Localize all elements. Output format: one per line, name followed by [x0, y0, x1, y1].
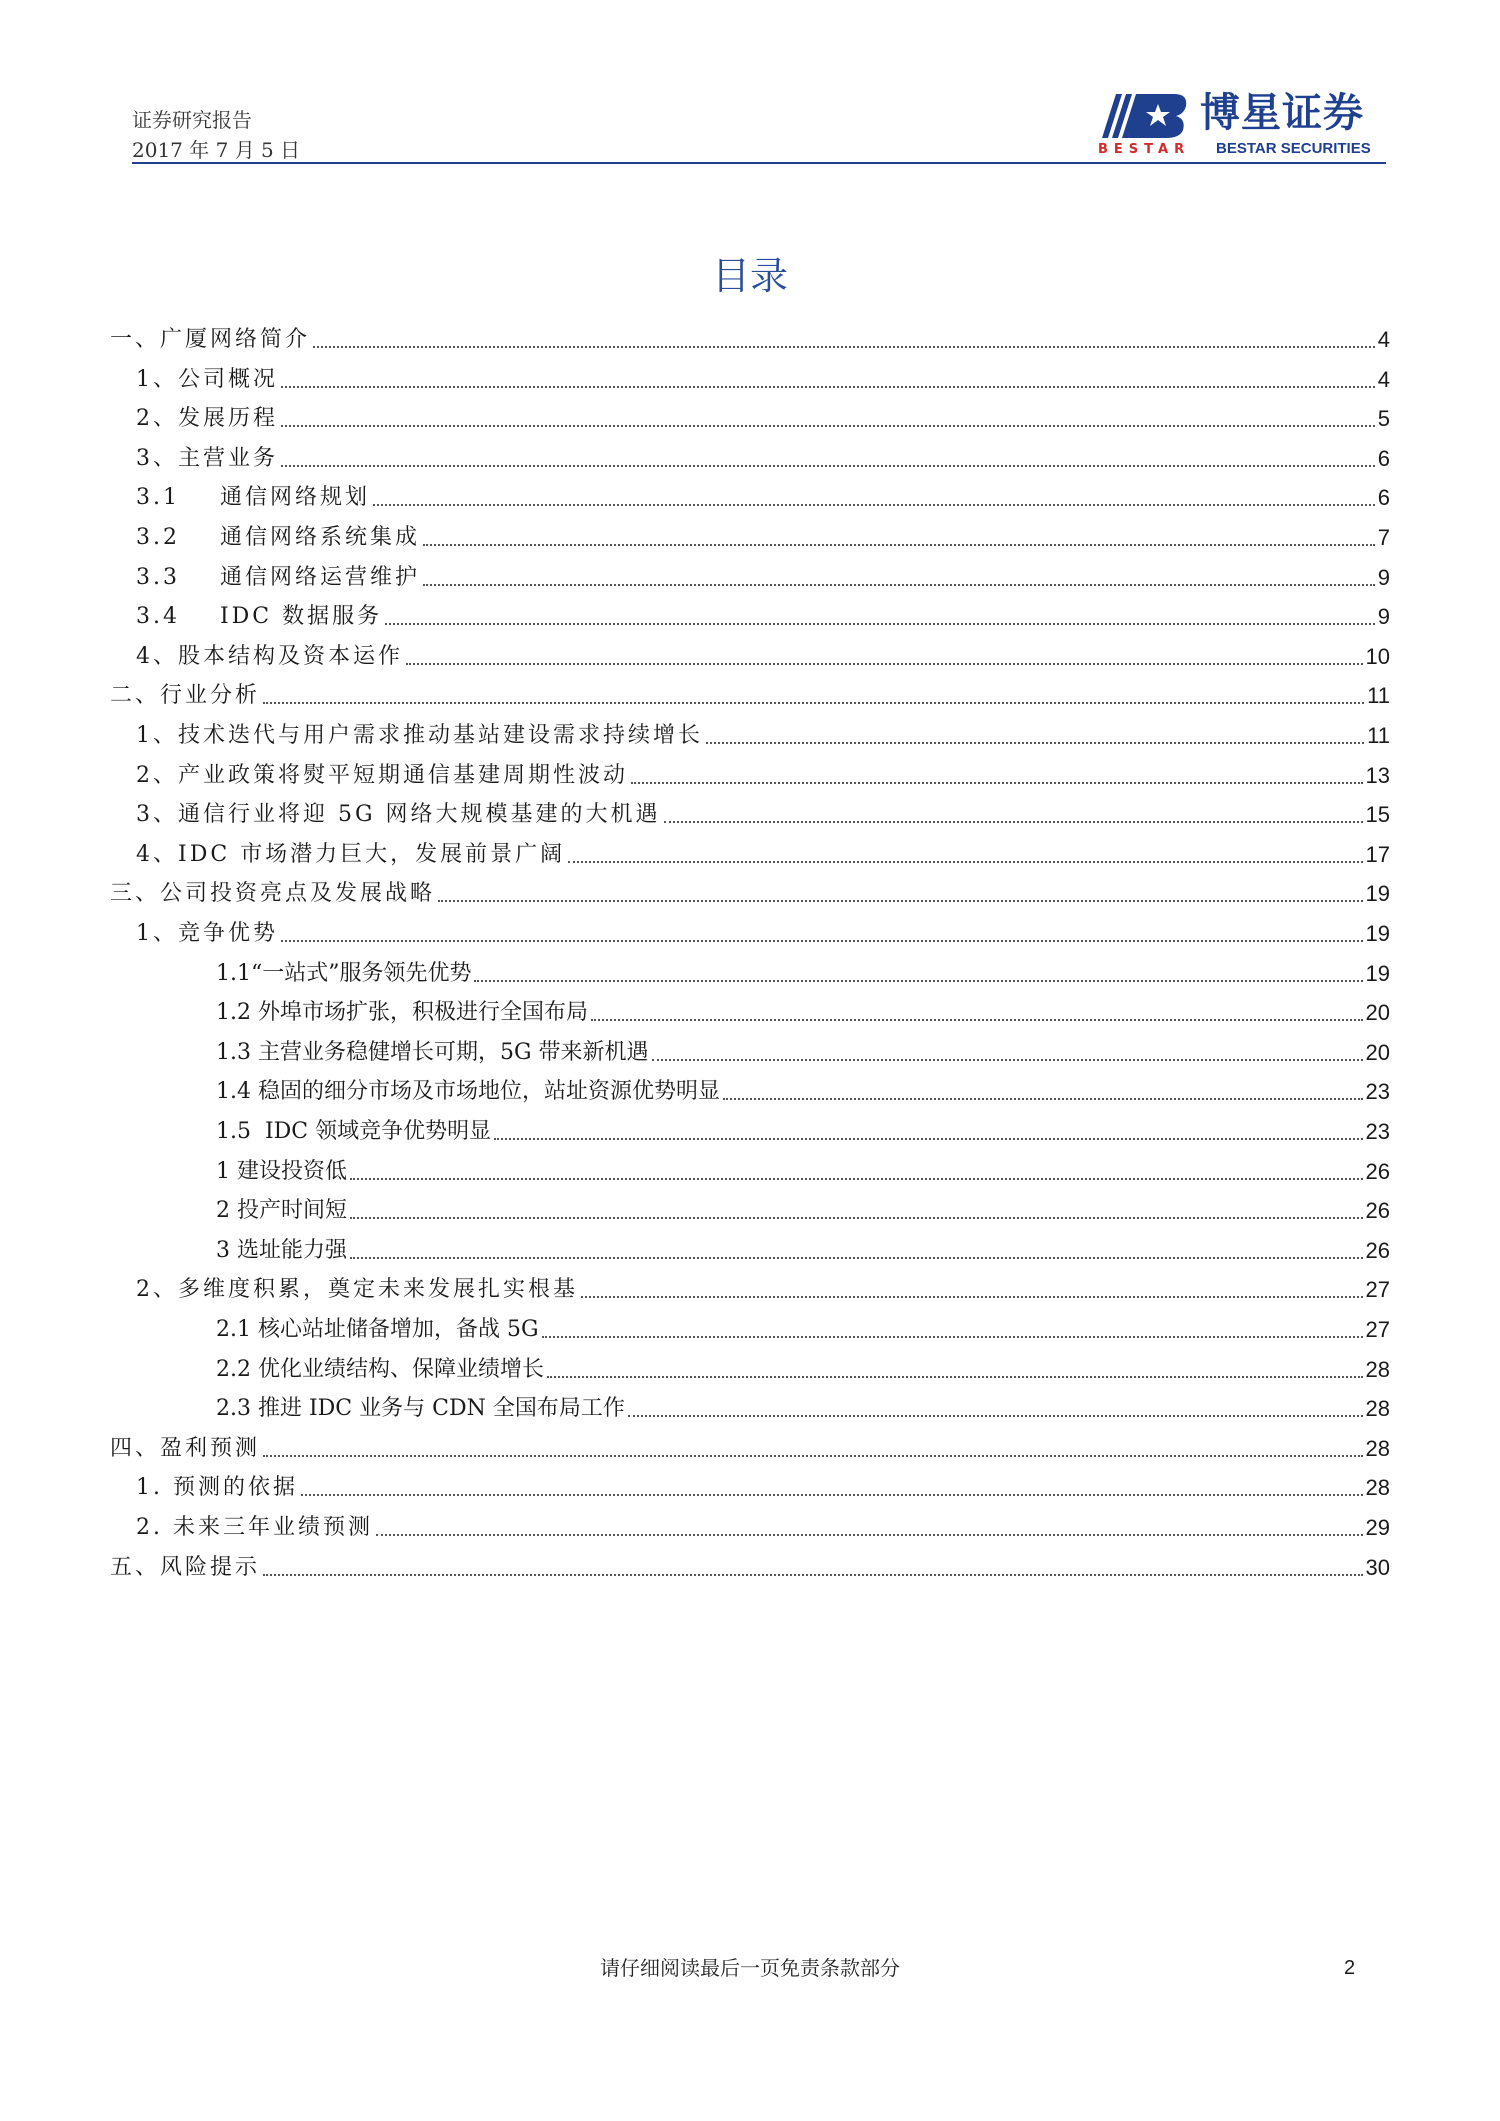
toc-entry-label: 2、产业政策将熨平短期通信基建周期性波动	[136, 763, 628, 788]
toc-entry-page: 11	[1367, 683, 1390, 708]
toc-entry[interactable]	[216, 1235, 1390, 1265]
toc-entry-label: 四、盈利预测	[110, 1436, 261, 1461]
toc-entry[interactable]	[110, 1433, 1390, 1463]
toc-entry-label: 1.5 IDC 领域竞争优势明显	[216, 1119, 492, 1144]
toc-entry[interactable]	[136, 799, 1390, 829]
report-date: 2017 年 7 月 5 日	[132, 138, 301, 162]
toc-entry-page: 6	[1377, 485, 1390, 510]
bestar-logo-icon	[1096, 86, 1192, 146]
toc-entry[interactable]	[136, 403, 1390, 433]
toc-entry-page: 9	[1377, 565, 1390, 590]
toc-entry-page: 11	[1367, 723, 1390, 748]
toc-entry-label: 3.1 通信网络规划	[136, 485, 370, 510]
toc-entry[interactable]	[136, 482, 1390, 512]
toc-leader-dots	[547, 1376, 1363, 1378]
toc-entry-label: 3 选址能力强	[216, 1238, 347, 1263]
toc-entry[interactable]	[136, 601, 1390, 631]
toc-entry-label: 3.3 通信网络运营维护	[136, 565, 420, 590]
toc-entry[interactable]	[216, 1393, 1390, 1423]
toc-leader-dots	[474, 980, 1362, 982]
toc-entry-page: 20	[1365, 1040, 1390, 1065]
toc-entry-page: 28	[1365, 1436, 1390, 1461]
toc-entry-page: 30	[1365, 1555, 1390, 1580]
toc-leader-dots	[652, 1059, 1363, 1061]
toc-entry-label: 2 投产时间短	[216, 1198, 347, 1223]
toc-entry[interactable]	[110, 878, 1390, 908]
logo-en-full: BESTAR SECURITIES	[1216, 140, 1371, 157]
toc-entry-label: 1.3 主营业务稳健增长可期，5G 带来新机遇	[216, 1040, 649, 1065]
toc-entry-label: 1、技术迭代与用户需求推动基站建设需求持续增长	[136, 723, 703, 748]
toc-leader-dots	[631, 782, 1363, 784]
page-number: 2	[1344, 1957, 1356, 1979]
toc-entry[interactable]	[136, 1472, 1390, 1502]
toc-leader-dots	[406, 663, 1363, 665]
toc-entry-page: 13	[1365, 763, 1390, 788]
toc-entry-label: 1. 预测的依据	[136, 1475, 298, 1500]
toc-entry-label: 1.2 外埠市场扩张，积极进行全国布局	[216, 1000, 588, 1025]
toc-entry[interactable]	[136, 522, 1390, 552]
toc-entry[interactable]	[136, 562, 1390, 592]
toc-entry-page: 26	[1365, 1159, 1390, 1184]
report-type: 证券研究报告	[132, 108, 252, 132]
toc-entry-page: 7	[1377, 525, 1390, 550]
toc-entry-label: 2.3 推进 IDC 业务与 CDN 全国布局工作	[216, 1396, 625, 1421]
toc-entry[interactable]	[136, 364, 1390, 394]
footer-disclaimer: 请仔细阅读最后一页免责条款部分	[600, 1956, 900, 1980]
toc-entry-page: 17	[1365, 842, 1390, 867]
toc-leader-dots	[581, 1296, 1363, 1298]
toc-entry[interactable]	[136, 641, 1390, 671]
toc-leader-dots	[664, 821, 1363, 823]
toc-leader-dots	[350, 1178, 1363, 1180]
toc-leader-dots	[350, 1257, 1363, 1259]
toc-leader-dots	[313, 346, 1375, 348]
toc-entry[interactable]	[136, 918, 1390, 948]
toc-entry-label: 二、行业分析	[110, 683, 261, 708]
toc-entry[interactable]	[216, 1116, 1390, 1146]
toc-entry-page: 19	[1365, 921, 1390, 946]
toc-entry-label: 1、竞争优势	[136, 921, 278, 946]
toc-leader-dots	[494, 1138, 1362, 1140]
toc-leader-dots	[350, 1217, 1363, 1219]
toc-entry-page: 29	[1365, 1515, 1390, 1540]
toc-entry-label: 1、公司概况	[136, 367, 278, 392]
toc-leader-dots	[281, 465, 1375, 467]
toc-entry-page: 23	[1365, 1079, 1390, 1104]
toc-entry[interactable]	[216, 1314, 1390, 1344]
toc-entry[interactable]	[216, 1195, 1390, 1225]
toc-leader-dots	[706, 742, 1364, 744]
logo-en-short: BESTAR	[1098, 142, 1191, 157]
toc-entry[interactable]	[216, 997, 1390, 1027]
toc-leader-dots	[376, 1534, 1363, 1536]
toc-leader-dots	[542, 1336, 1363, 1338]
toc-entry-page: 26	[1365, 1198, 1390, 1223]
toc-entry-page: 27	[1365, 1277, 1390, 1302]
toc-entry[interactable]	[136, 839, 1390, 869]
toc-leader-dots	[723, 1098, 1363, 1100]
toc-entry-label: 3、通信行业将迎 5G 网络大规模基建的大机遇	[136, 802, 661, 827]
bestar-logo	[1096, 86, 1390, 160]
toc-entry-label: 3、主营业务	[136, 446, 278, 471]
toc-entry[interactable]	[136, 720, 1390, 750]
toc-leader-dots	[301, 1494, 1363, 1496]
toc-entry[interactable]	[110, 680, 1390, 710]
toc-leader-dots	[568, 861, 1362, 863]
toc-entry[interactable]	[110, 1552, 1390, 1582]
toc-entry[interactable]	[216, 1354, 1390, 1384]
toc-entry-label: 3.4 IDC 数据服务	[136, 604, 383, 629]
toc-entry-label: 4、IDC 市场潜力巨大，发展前景广阔	[136, 842, 566, 867]
toc-entry-label: 2.2 优化业绩结构、保障业绩增长	[216, 1357, 544, 1382]
toc-entry-label: 2、多维度积累，奠定未来发展扎实根基	[136, 1277, 578, 1302]
toc-leader-dots	[385, 623, 1375, 625]
toc-leader-dots	[373, 504, 1375, 506]
toc-entry-page: 4	[1377, 327, 1390, 352]
toc-entry[interactable]	[136, 1274, 1390, 1304]
toc-entry-label: 4、股本结构及资本运作	[136, 644, 403, 669]
toc-entry-page: 28	[1365, 1475, 1390, 1500]
toc-entry-page: 4	[1377, 367, 1390, 392]
toc-entry-page: 28	[1365, 1396, 1390, 1421]
toc-leader-dots	[438, 900, 1363, 902]
toc-entry-page: 9	[1377, 604, 1390, 629]
toc-entry-page: 27	[1365, 1317, 1390, 1342]
toc-entry-page: 28	[1365, 1357, 1390, 1382]
toc-entry-label: 2.1 核心站址储备增加，备战 5G	[216, 1317, 539, 1342]
toc-entry[interactable]	[216, 1037, 1390, 1067]
toc-leader-dots	[423, 544, 1375, 546]
toc-leader-dots	[263, 1574, 1363, 1576]
toc-entry-page: 10	[1365, 644, 1390, 669]
header-divider	[132, 162, 1386, 164]
toc-entry-label: 3.2 通信网络系统集成	[136, 525, 420, 550]
page-title: 目录	[711, 254, 788, 298]
toc-entry-label: 五、风险提示	[110, 1555, 261, 1580]
toc-leader-dots	[263, 702, 1364, 704]
toc-entry-page: 23	[1365, 1119, 1390, 1144]
toc-entry[interactable]	[110, 324, 1390, 354]
toc-entry-page: 5	[1377, 406, 1390, 431]
toc-entry[interactable]	[216, 1076, 1390, 1106]
toc-entry-label: 一、广厦网络简介	[110, 327, 311, 352]
toc-entry[interactable]	[136, 443, 1390, 473]
toc-leader-dots	[281, 386, 1375, 388]
toc-entry[interactable]	[136, 760, 1390, 790]
toc-leader-dots	[591, 1019, 1363, 1021]
toc-leader-dots	[423, 584, 1375, 586]
toc-entry-page: 19	[1365, 961, 1390, 986]
logo-cn-name: 博星证券	[1200, 90, 1364, 136]
toc-entry-page: 19	[1365, 881, 1390, 906]
toc-entry-page: 6	[1377, 446, 1390, 471]
toc-entry[interactable]	[216, 958, 1390, 988]
toc-entry-label: 1.4 稳固的细分市场及市场地位，站址资源优势明显	[216, 1079, 720, 1104]
toc-entry-label: 2、发展历程	[136, 406, 278, 431]
toc-leader-dots	[628, 1415, 1363, 1417]
toc-entry-page: 20	[1365, 1000, 1390, 1025]
toc-leader-dots	[263, 1455, 1363, 1457]
toc-entry-label: 1 建设投资低	[216, 1159, 347, 1184]
toc-entry[interactable]	[136, 1512, 1390, 1542]
toc-entry-label: 1.1“一站式”服务领先优势	[216, 961, 472, 986]
toc-entry-page: 26	[1365, 1238, 1390, 1263]
toc-leader-dots	[281, 940, 1363, 942]
toc-entry-label: 2. 未来三年业绩预测	[136, 1515, 373, 1540]
toc-entry[interactable]	[216, 1156, 1390, 1186]
toc-entry-label: 三、公司投资亮点及发展战略	[110, 881, 436, 906]
toc-entry-page: 15	[1365, 802, 1390, 827]
toc-leader-dots	[281, 425, 1375, 427]
